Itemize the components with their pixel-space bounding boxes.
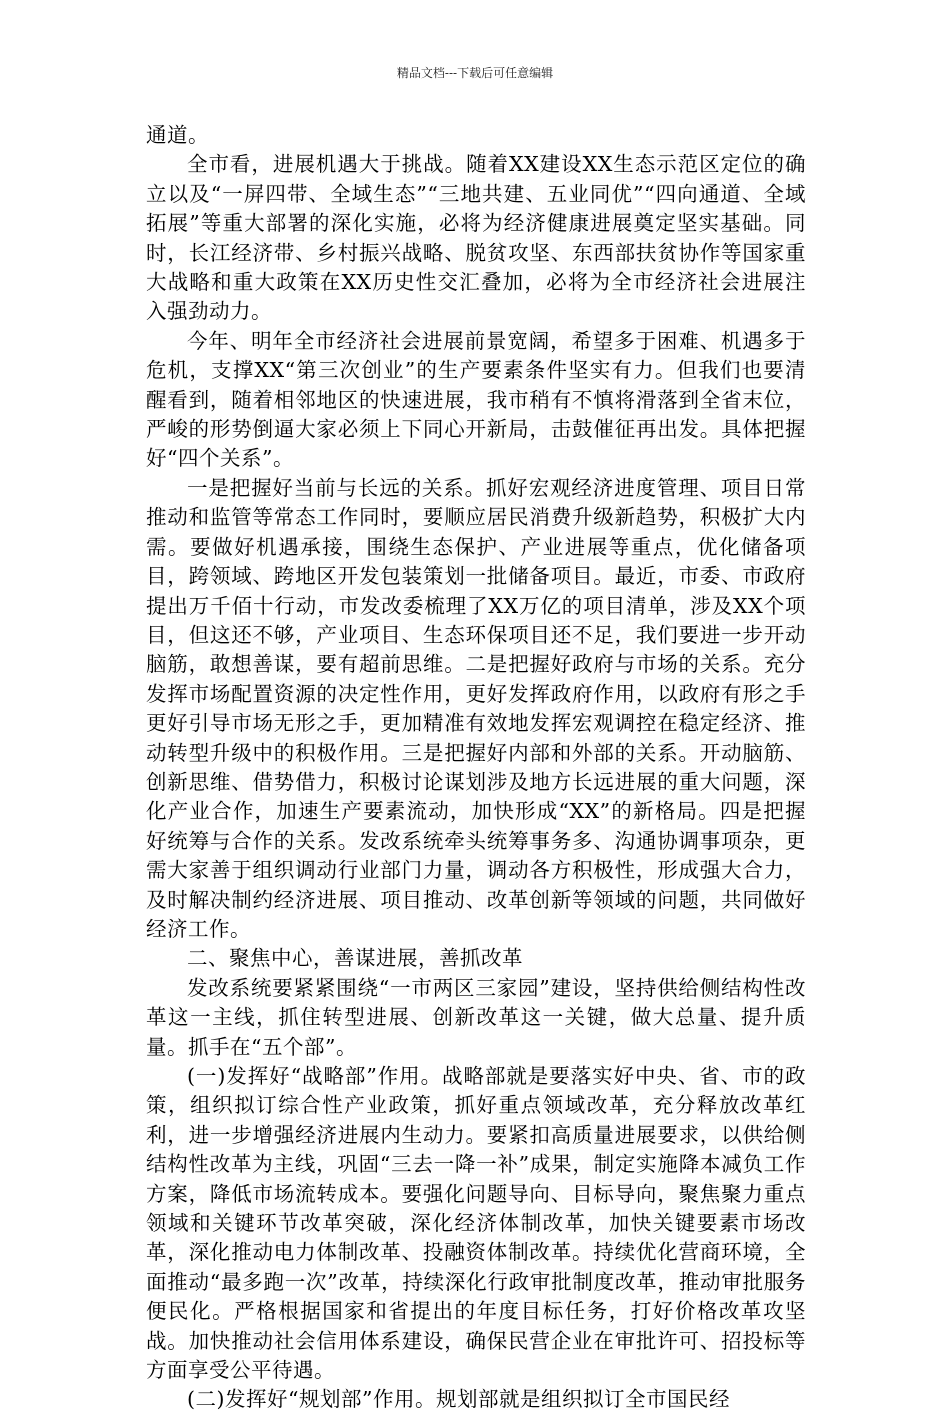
document-body — [146, 121, 806, 1415]
page-header: 精品文档---下载后可任意编辑 — [396, 66, 554, 80]
paragraph-0: 通道。 — [146, 123, 209, 147]
paragraph-5: 发改系统要紧紧围绕“一市两区三家园”建设，坚持供给侧结构性改革这一主线，抓住转型进展、创新改革这一关键，做大总量、提升质量。抓手在“五个部”。 — [146, 975, 806, 1059]
paragraph-1: 全市看，进展机遇大于挑战。随着XX建设XX生态示范区定位的确立以及“一屏四带、全域生态”“三地共建、五业同优”“四向通道、全域拓展”等重大部署的深化实施，必将为经济健康进展奠定坚实基础。同时，长江经济带、乡村振兴战略、脱贫攻坚、东西部扶贫协作等国家重大战略和重大政策在XX历史性交汇叠加，必将为全市经济社会进展注入强劲动力。 — [146, 152, 806, 324]
paragraph-2: 今年、明年全市经济社会进展前景宽阔，希望多于困难、机遇多于危机，支撑XX“第三次创业”的生产要素条件坚实有力。但我们也要清醒看到，随着相邻地区的快速进展，我市稍有不慎将滑落到全省末位，严峻的形势倒逼大家必须上下同心开新局，击鼓催征再出发。具体把握好“四个关系”。 — [146, 328, 806, 471]
paragraph-7: (二)发挥好“规划部”作用。规划部就是组织拟订全市国民经 — [187, 1387, 730, 1412]
paragraph-6: (一)发挥好“战略部”作用。战略部就是要落实好中央、省、市的政策，组织拟订综合性产业政策，抓好重点领域改革，充分释放改革红利，进一步增强经济进展内生动力。要紧扣高质量进展要求，以供给侧结构性改革为主线，巩固“三去一降一补”成果，制定实施降本减负工作方案，降低市场流转成本。要强化问题导向、目标导向，聚焦聚力重点领域和关键环节改革突破，深化经济体制改革，加快关键要素市场改革，深化推动电力体制改革、投融资体制改革。持续优化营商环境，全面推动“最多跑一次”改革，持续深化行政审批制度改革，推动审批服务便民化。严格根据国家和省提出的年度目标任务，打好价格改革攻坚战。加快推动社会信用体系建设，确保民营企业在审批许可、招投标等方面享受公平待遇。 — [146, 1064, 806, 1383]
section-heading-2: 二、聚焦中心，善谋进展，善抓改革 — [187, 946, 523, 971]
paragraph-3: 一是把握好当前与长远的关系。抓好宏观经济进度管理、项目日常推动和监管等常态工作同时，要顺应居民消费升级新趋势，积极扩大内需。要做好机遇承接，围绕生态保护、产业进展等重点，优化储备项目，跨领域、跨地区开发包装策划一批储备项目。最近，市委、市政府提出万千佰十行动，市发改委梳理了XX万亿的项目清单，涉及XX个项目，但这还不够，产业项目、生态环保项目还不足，我们要进一步开动脑筋，敢想善谋，要有超前思维。二是把握好政府与市场的关系。充分发挥市场配置资源的决定性作用，更好发挥政府作用，以政府有形之手更好引导市场无形之手，更加精准有效地发挥宏观调控在稳定经济、推动转型升级中的积极作用。三是把握好内部和外部的关系。开动脑筋、创新思维、借势借力，积极讨论谋划涉及地方长远进展的重大问题，深化产业合作，加速生产要素流动，加快形成“XX”的新格局。四是把握好统筹与合作的关系。发改系统牵头统筹事务多、沟通协调事项杂，更需大家善于组织调动行业部门力量，调动各方积极性，形成强大合力，及时解决制约经济进展、项目推动、改革创新等领域的问题，共同做好经济工作。 — [146, 475, 806, 941]
